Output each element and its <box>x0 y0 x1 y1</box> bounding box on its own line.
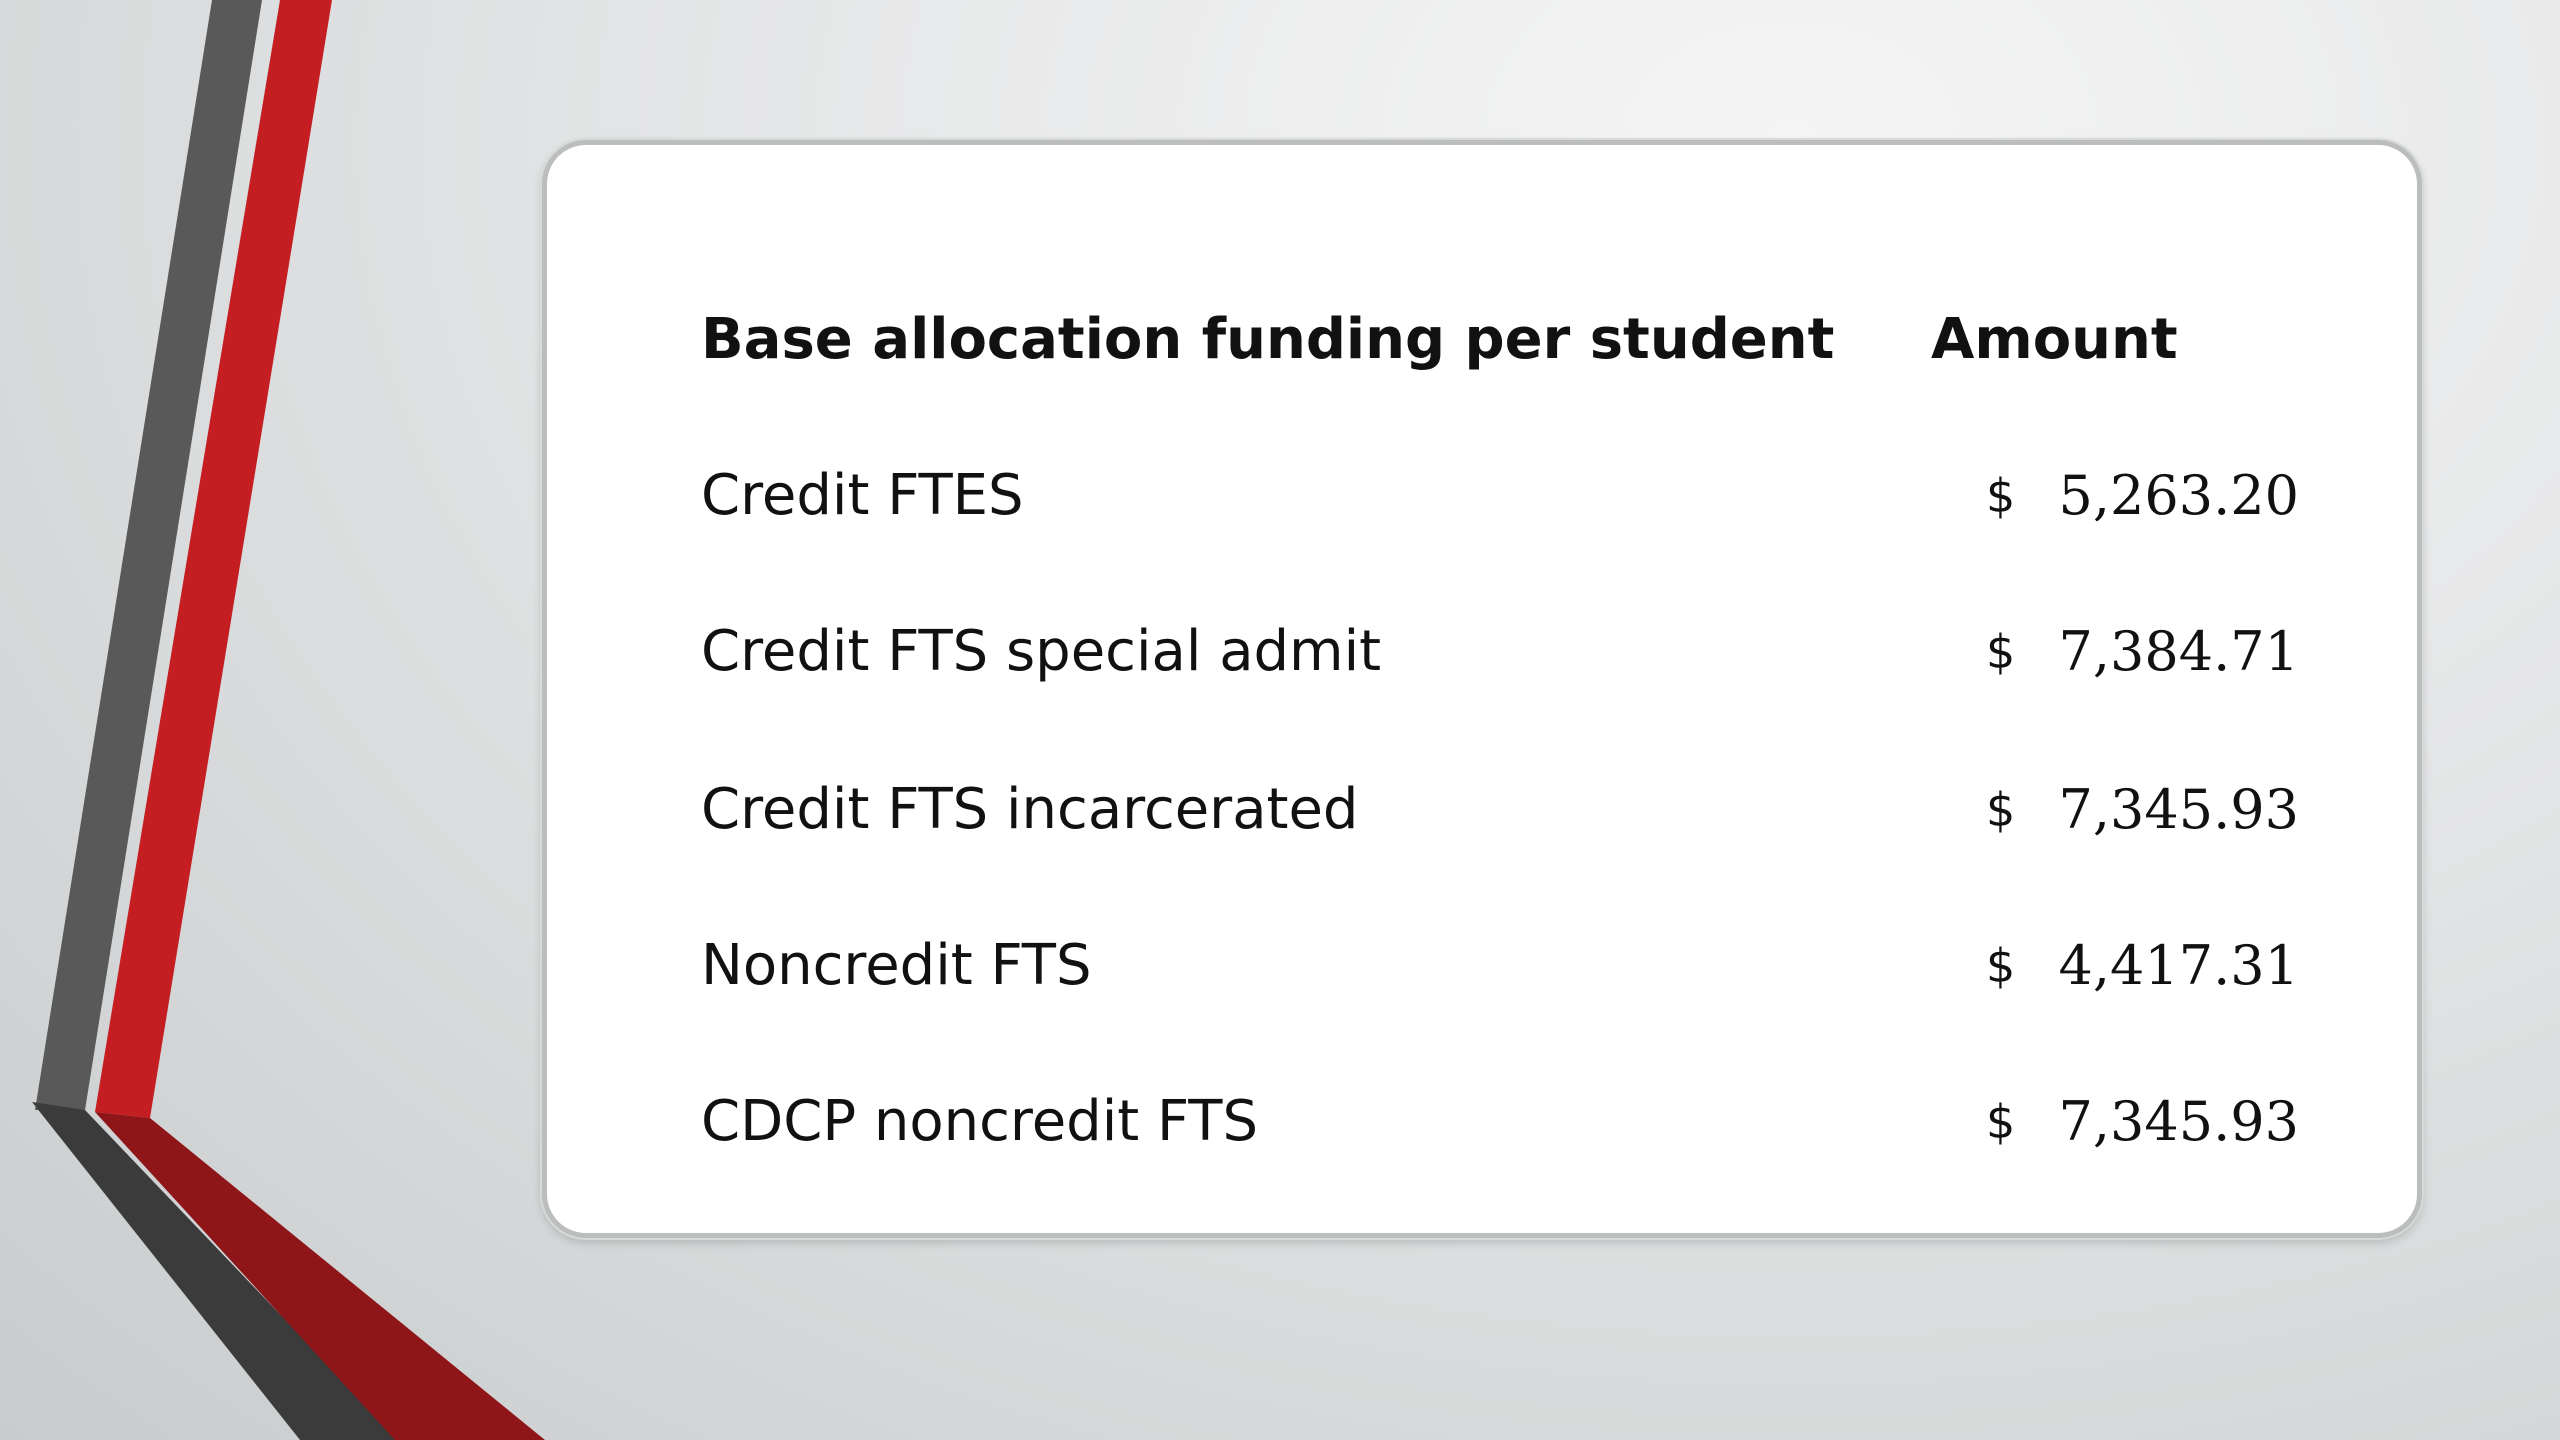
funding-table-card <box>542 140 2422 1238</box>
row-label: Credit FTES <box>701 463 1024 528</box>
currency-symbol: $ <box>1986 783 2016 837</box>
table-header-row <box>701 295 2299 385</box>
header-label: Base allocation funding per student <box>701 307 1835 372</box>
currency-symbol: $ <box>1986 625 2016 679</box>
row-label: Credit FTS special admit <box>701 619 1382 684</box>
row-amount: 4,417.31 <box>2058 934 2299 997</box>
table-row <box>701 607 2299 697</box>
row-label: CDCP noncredit FTS <box>701 1089 1259 1154</box>
currency-symbol: $ <box>1986 1095 2016 1149</box>
header-amount: Amount <box>1931 307 2178 372</box>
row-amount: 7,345.93 <box>2058 1090 2299 1153</box>
currency-symbol: $ <box>1986 469 2016 523</box>
table-row <box>701 1077 2299 1167</box>
table-row <box>701 765 2299 855</box>
table-row <box>701 451 2299 541</box>
table-row <box>701 921 2299 1011</box>
row-label: Credit FTS incarcerated <box>701 777 1359 842</box>
row-label: Noncredit FTS <box>701 933 1092 998</box>
dark-gray-diagonal <box>32 1102 400 1440</box>
row-amount: 7,384.71 <box>2058 620 2299 683</box>
row-amount: 7,345.93 <box>2058 778 2299 841</box>
row-amount: 5,263.20 <box>2058 464 2299 527</box>
currency-symbol: $ <box>1986 939 2016 993</box>
